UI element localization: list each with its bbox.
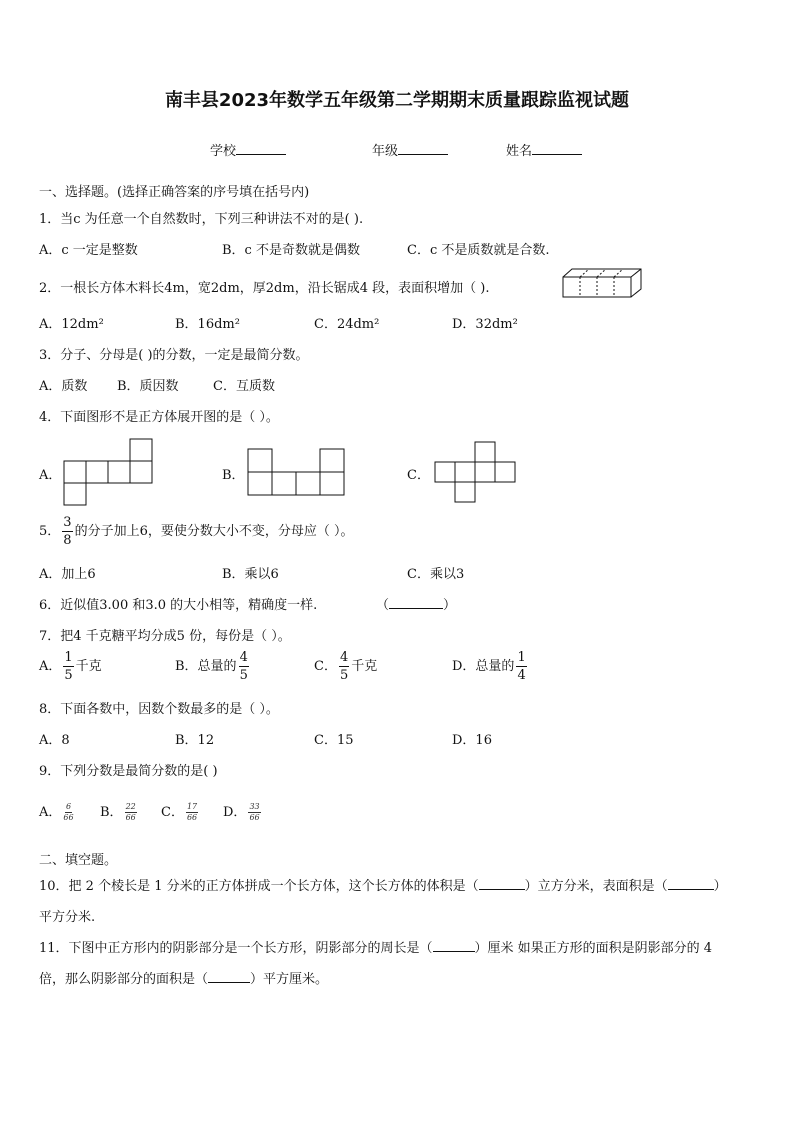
q7-option-a-fraction — [63, 651, 73, 682]
q7-option-d-label: D．总量的 — [452, 659, 515, 674]
q5-number: 5． — [39, 524, 61, 539]
q7-option-b-fraction — [239, 651, 249, 682]
q5-fraction-numerator: 3 — [63, 515, 72, 530]
grade-label: 年级 — [372, 144, 399, 159]
q7-option-d[interactable] — [452, 651, 529, 682]
school-field — [210, 140, 286, 159]
q6-paren-left: （ — [376, 598, 390, 613]
q7-option-b[interactable] — [175, 651, 251, 682]
q8-option-c[interactable]: C．15 — [314, 733, 354, 748]
q4-option-a[interactable]: A． — [39, 468, 62, 483]
question-7: 7．把4 千克糖平均分成5 份，每份是（ ）。 — [39, 629, 291, 644]
q7-option-b-label: B．总量的 — [175, 659, 237, 674]
q7-option-a-label: A． — [39, 659, 62, 674]
section-heading-choice: 一、选择题。(选择正确答案的序号填在括号内) — [39, 185, 310, 200]
q11-text-part4: ）平方厘米。 — [250, 972, 329, 987]
q5-fraction — [62, 516, 72, 547]
fraction-numerator: 4 — [339, 650, 349, 665]
question-9: 9．下列分数是最简分数的是( ) — [39, 764, 218, 779]
fraction-denominator: 4 — [517, 668, 526, 683]
net-figure-a — [63, 438, 155, 506]
q11-text-part2: ）厘米 如果正方形的面积是阴影部分的 4 — [474, 941, 713, 956]
grade-field — [372, 140, 448, 159]
q10-text-part3: ） — [713, 879, 727, 894]
fraction-denominator: 66 — [249, 813, 260, 822]
name-label: 姓名 — [506, 144, 533, 159]
q9-option-d-fraction — [248, 803, 260, 822]
question-5 — [39, 516, 353, 547]
q9-option-d-label: D． — [223, 805, 247, 820]
question-11-continued — [39, 968, 328, 987]
q9-option-a[interactable] — [39, 801, 74, 822]
q7-option-a-unit: 千克 — [75, 659, 102, 674]
q9-option-a-label: A． — [39, 805, 62, 820]
q8-option-d[interactable]: D．16 — [452, 733, 492, 748]
question-6: 6．近似值3.00 和3.0 的大小相等，精确度一样. — [39, 598, 318, 613]
q5-text: 的分子加上6，要使分数大小不变，分母应（ ）。 — [74, 524, 354, 539]
q3-option-b[interactable]: B．质因数 — [117, 379, 179, 394]
net-figure-b — [247, 448, 347, 496]
q9-option-b[interactable] — [100, 801, 137, 822]
q7-option-c-label: C． — [314, 659, 337, 674]
page-title: 南丰县2023年数学五年级第二学期期末质量跟踪监视试题 — [164, 90, 630, 111]
question-4: 4．下面图形不是正方体展开图的是（ ）。 — [39, 410, 279, 425]
q7-option-c-unit: 千克 — [351, 659, 378, 674]
q8-option-b[interactable]: B．12 — [175, 733, 215, 748]
question-2: 2．一根长方体木料长4m，宽2dm，厚2dm，沿长锯成4 段，表面积增加（ ). — [39, 281, 490, 296]
q9-option-b-fraction — [125, 803, 137, 822]
q9-option-c-fraction — [186, 803, 198, 822]
name-field — [506, 140, 582, 159]
fraction-denominator: 5 — [339, 668, 349, 683]
q10-volume-blank[interactable] — [479, 889, 525, 890]
fraction-denominator: 66 — [186, 813, 198, 822]
q5-option-b[interactable]: B．乘以6 — [222, 567, 279, 582]
question-10 — [39, 875, 727, 894]
q9-option-b-label: B． — [100, 805, 123, 820]
question-10-continued: 平方分米. — [39, 910, 96, 925]
cuboid-figure — [562, 268, 644, 300]
q3-option-a[interactable]: A．质数 — [39, 379, 88, 394]
net-figure-c — [433, 441, 519, 503]
q11-text-part1: 11．下图中正方形内的阴影部分是一个长方形，阴影部分的周长是（ — [39, 941, 433, 956]
q9-option-d[interactable] — [223, 801, 261, 822]
fraction-numerator: 17 — [186, 802, 198, 811]
question-11 — [39, 937, 712, 956]
q4-option-c[interactable]: C． — [407, 468, 430, 483]
q7-option-a[interactable] — [39, 651, 102, 682]
q1-option-a[interactable]: A．c 一定是整数 — [39, 243, 138, 258]
question-8: 8．下面各数中，因数个数最多的是（ ）。 — [39, 702, 279, 717]
q8-option-a[interactable]: A．8 — [39, 733, 70, 748]
q10-text-part1: 10．把 2 个棱长是 1 分米的正方体拼成一个长方体，这个长方体的体积是（ — [39, 879, 479, 894]
fraction-numerator: 1 — [517, 650, 526, 665]
q1-option-b[interactable]: B．c 不是奇数就是偶数 — [222, 243, 360, 258]
fraction-denominator: 66 — [63, 813, 74, 822]
fraction-numerator: 1 — [64, 650, 73, 665]
q9-option-c-label: C． — [161, 805, 184, 820]
q6-paren-right: ） — [443, 598, 457, 613]
q5-option-c[interactable]: C．乘以3 — [407, 567, 465, 582]
q10-text-part2: ）立方分米，表面积是（ — [524, 879, 668, 894]
q2-option-d[interactable]: D．32dm² — [452, 317, 518, 332]
q3-option-c[interactable]: C．互质数 — [213, 379, 275, 394]
q6-answer-field[interactable] — [376, 594, 456, 613]
fraction-numerator: 22 — [125, 802, 136, 811]
q10-area-blank[interactable] — [668, 889, 714, 890]
fraction-numerator: 4 — [239, 650, 248, 665]
school-blank[interactable] — [236, 154, 286, 155]
q2-option-a[interactable]: A．12dm² — [39, 317, 104, 332]
q7-option-c[interactable] — [314, 651, 377, 682]
fraction-denominator: 5 — [64, 668, 73, 683]
q1-option-c[interactable]: C．c 不是质数就是合数. — [407, 243, 550, 258]
q9-option-c[interactable] — [161, 801, 198, 822]
question-3: 3．分子、分母是( )的分数，一定是最简分数。 — [39, 348, 309, 363]
fraction-denominator: 66 — [125, 813, 136, 822]
q2-option-b[interactable]: B．16dm² — [175, 317, 240, 332]
question-1: 1．当c 为任意一个自然数时，下列三种讲法不对的是( ). — [39, 212, 364, 227]
fraction-numerator: 33 — [249, 802, 260, 811]
q7-option-d-fraction — [516, 651, 526, 682]
q4-option-b[interactable]: B． — [222, 468, 245, 483]
school-label: 学校 — [210, 144, 237, 159]
q11-text-part3: 倍，那么阴影部分的面积是（ — [39, 972, 209, 987]
q11-perimeter-blank[interactable] — [433, 951, 475, 952]
name-blank[interactable] — [532, 154, 582, 155]
grade-blank[interactable] — [398, 154, 448, 155]
section-heading-fill: 二、填空题。 — [39, 853, 118, 868]
q11-area-blank[interactable] — [208, 982, 250, 983]
q5-fraction-denominator: 8 — [63, 533, 72, 548]
q6-blank[interactable] — [389, 608, 443, 609]
fraction-numerator: 6 — [65, 802, 72, 811]
q2-option-c[interactable]: C．24dm² — [314, 317, 380, 332]
q5-option-a[interactable]: A．加上6 — [39, 567, 96, 582]
q9-option-a-fraction — [63, 803, 73, 822]
q7-option-c-fraction — [339, 651, 349, 682]
fraction-denominator: 5 — [239, 668, 248, 683]
